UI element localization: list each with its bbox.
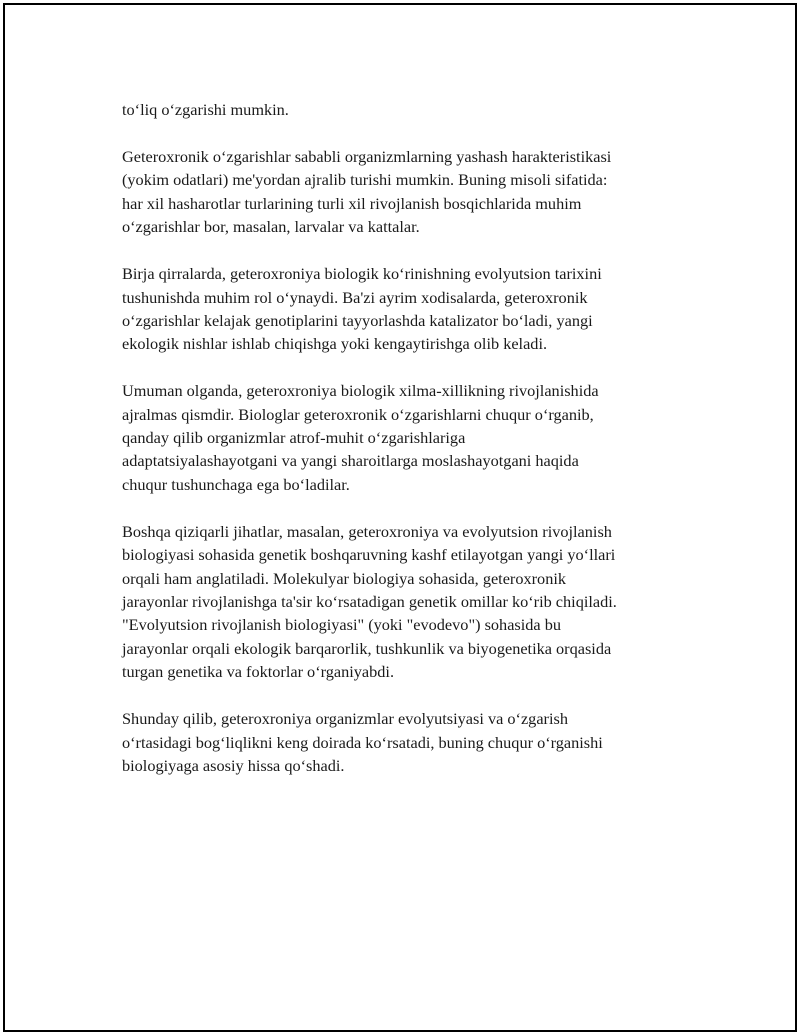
paragraph	[122, 98, 692, 121]
text-line: tushunishda muhim rol o‘ynaydi. Ba'zi ayrim xodisalarda, geteroxronik	[122, 287, 588, 307]
text-line: Shunday qilib, geteroxroniya organizmlar evolyutsiyasi va o‘zgarish	[122, 709, 568, 729]
document-body	[122, 98, 692, 777]
text-line: ajralmas qismdir. Biologlar geteroxronik o‘zgarishlarni chuqur o‘rganib,	[122, 404, 594, 424]
paragraph	[122, 707, 692, 777]
paragraph	[122, 379, 692, 496]
text-line: orqali ham anglatiladi. Molekulyar biologiya sohasida, geteroxronik	[122, 568, 567, 588]
text-line: Birja qirralarda, geteroxroniya biologik ko‘rinishning evolyutsion tarixini	[122, 264, 602, 284]
text-line: Boshqa qiziqarli jihatlar, masalan, geteroxroniya va evolyutsion rivojlanish	[122, 521, 612, 541]
text-line: (yokim odatlari) me'yordan ajralib turishi mumkin. Buning misoli sifatida:	[122, 170, 608, 190]
text-line: turgan genetika va foktorlar o‘rganiyabdi.	[122, 662, 395, 682]
text-line: o‘zgarishlar bor, masalan, larvalar va kattalar.	[122, 217, 420, 237]
text-line: qanday qilib organizmlar atrof-muhit o‘zgarishlariga	[122, 428, 466, 448]
text-line: har xil hasharotlar turlarining turli xil rivojlanish bosqichlarida muhim	[122, 193, 582, 213]
paragraph	[122, 262, 692, 356]
text-line: biologiyasi sohasida genetik boshqaruvning kashf etilayotgan yangi yo‘llari	[122, 545, 616, 565]
paragraph	[122, 520, 692, 684]
text-line: jarayonlar orqali ekologik barqarorlik, tushkunlik va biyogenetika orqasida	[122, 638, 612, 658]
paragraph	[122, 145, 692, 239]
text-line: o‘rtasidagi bog‘liqlikni keng doirada ko‘rsatadi, buning chuqur o‘rganishi	[122, 732, 603, 752]
text-line: "Evolyutsion rivojlanish biologiyasi" (yoki "evodevo") sohasida bu	[122, 615, 561, 635]
text-line: Umuman olganda, geteroxroniya biologik xilma-xillikning rivojlanishida	[122, 381, 599, 401]
text-line: jarayonlar rivojlanishga ta'sir ko‘rsatadigan genetik omillar ko‘rib chiqiladi.	[122, 592, 617, 612]
text-line: biologiyaga asosiy hissa qo‘shadi.	[122, 755, 345, 775]
text-line: chuqur tushunchaga ega bo‘ladilar.	[122, 474, 350, 494]
text-line: Geteroxronik o‘zgarishlar sababli organizmlarning yashash harakteristikasi	[122, 146, 612, 166]
text-line: ekologik nishlar ishlab chiqishga yoki kengaytirishga olib keladi.	[122, 334, 548, 354]
page-frame	[3, 3, 797, 1032]
text-line: o‘zgarishlar kelajak genotiplarini tayyorlashda katalizator bo‘ladi, yangi	[122, 310, 593, 330]
text-line: to‘liq o‘zgarishi mumkin.	[122, 100, 289, 119]
text-line: adaptatsiyalashayotgani va yangi sharoitlarga moslashayotgani haqida	[122, 451, 579, 471]
